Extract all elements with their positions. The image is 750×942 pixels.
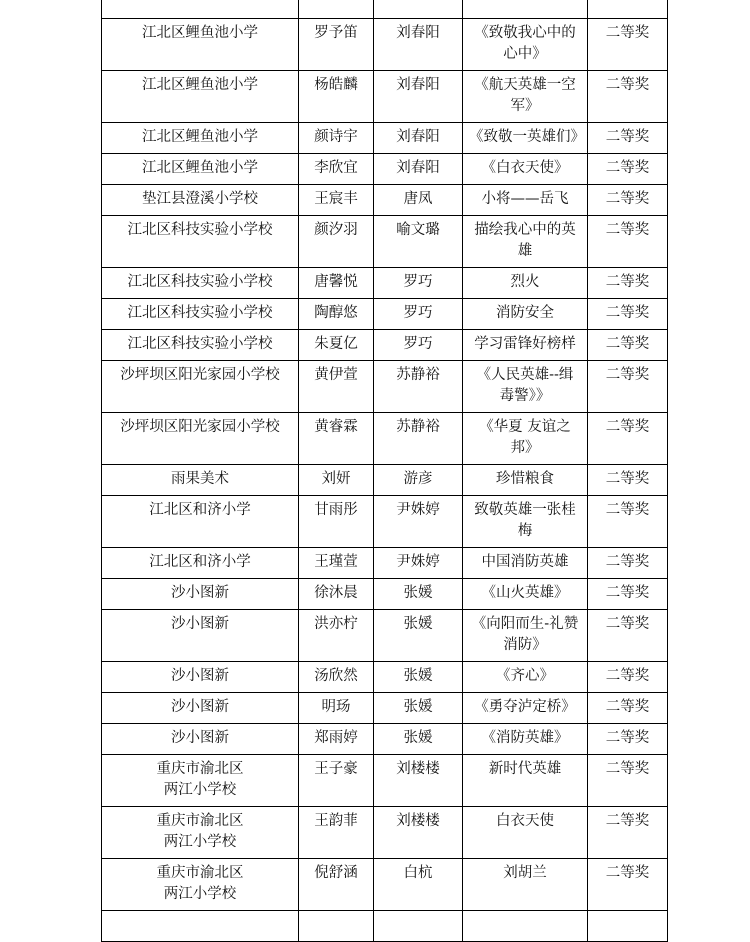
- cell-text-line: 沙小图新: [171, 699, 229, 715]
- cell-text-line: 明玚: [321, 699, 351, 715]
- student-cell: [299, 19, 374, 71]
- cell-text-line: 刘妍: [321, 471, 351, 487]
- student-cell: [299, 0, 374, 19]
- school-cell: [102, 465, 299, 496]
- cell-text-line: 邦》: [510, 440, 540, 456]
- student-cell: [299, 548, 374, 579]
- cell-text-line: 二等奖: [605, 160, 650, 176]
- cell-text-line: 二等奖: [605, 554, 650, 570]
- cell-text-line: 沙坪坝区阳光家园小学校: [120, 419, 280, 435]
- cell-text-line: 沙坪坝区阳光家园小学校: [120, 367, 280, 383]
- cell-text-line: 垫江县澄溪小学校: [142, 191, 258, 207]
- award-cell: [588, 724, 668, 755]
- table-row: [102, 755, 668, 807]
- cell-text-line: 徐沐晨: [314, 585, 358, 601]
- cell-text-line: 二等奖: [605, 699, 650, 715]
- cell-text-line: 二等奖: [605, 367, 650, 383]
- table-row: [102, 185, 668, 216]
- award-cell: [588, 755, 668, 807]
- table-row: [102, 123, 668, 154]
- cell-text-line: 汤欣然: [314, 668, 358, 684]
- school-cell: [102, 548, 299, 579]
- cell-text-line: 《齐心》: [496, 668, 554, 684]
- cell-text-line: 颜汐羽: [314, 222, 358, 238]
- cell-text-line: 梅: [517, 523, 533, 539]
- cell-text-line: [305, 0, 367, 13]
- student-cell: [299, 859, 374, 911]
- cell-text-line: 《山火英雄》: [481, 585, 569, 601]
- table-row: [102, 299, 668, 330]
- award-cell: [588, 216, 668, 268]
- cell-text-line: 江北区和济小学: [149, 554, 251, 570]
- cell-text-line: 《航天英雄一空: [474, 77, 576, 93]
- cell-text-line: 沙小图新: [171, 668, 229, 684]
- cell-text-line: 倪舒涵: [314, 865, 358, 881]
- award-list-page: [101, 0, 668, 942]
- table-row: [102, 268, 668, 299]
- table-row: [102, 154, 668, 185]
- award-cell: [588, 579, 668, 610]
- cell-text-line: 新时代英雄: [488, 761, 562, 777]
- work-title-cell: [463, 123, 588, 154]
- cell-text-line: 《致敬我心中的: [474, 25, 576, 41]
- table-row: [102, 693, 668, 724]
- school-cell: [102, 610, 299, 662]
- teacher-cell: [374, 496, 463, 548]
- school-cell: [102, 123, 299, 154]
- school-cell: [102, 299, 299, 330]
- cell-text-line: 描绘我心中的英: [474, 222, 576, 238]
- cell-text-line: 《勇夺泸定桥》: [474, 699, 576, 715]
- teacher-cell: [374, 579, 463, 610]
- cell-text-line: 江北区鲤鱼池小学: [142, 77, 258, 93]
- cell-text-line: 唐馨悦: [314, 274, 358, 290]
- award-cell: [588, 693, 668, 724]
- teacher-cell: [374, 268, 463, 299]
- work-title-cell: [463, 496, 588, 548]
- cell-text-line: 白杭: [403, 865, 433, 881]
- teacher-cell: [374, 662, 463, 693]
- student-cell: [299, 496, 374, 548]
- teacher-cell: [374, 19, 463, 71]
- teacher-cell: [374, 413, 463, 465]
- table-row: [102, 465, 668, 496]
- cell-text-line: 二等奖: [605, 585, 650, 601]
- work-title-cell: [463, 807, 588, 859]
- school-cell: [102, 911, 299, 942]
- student-cell: [299, 693, 374, 724]
- cell-text-line: 刘春阳: [396, 129, 440, 145]
- cell-text-line: 罗予笛: [314, 25, 358, 41]
- teacher-cell: [374, 807, 463, 859]
- cell-text-line: 朱夏亿: [314, 336, 358, 352]
- teacher-cell: [374, 71, 463, 123]
- cell-text-line: 游彦: [403, 471, 433, 487]
- cell-text-line: [594, 915, 661, 936]
- award-cell: [588, 299, 668, 330]
- cell-text-line: 《消防英雄》: [481, 730, 569, 746]
- table-row: [102, 610, 668, 662]
- cell-text-line: 刘春阳: [396, 77, 440, 93]
- cell-text-line: 江北区鲤鱼池小学: [142, 25, 258, 41]
- cell-text-line: [108, 0, 292, 13]
- work-title-cell: [463, 185, 588, 216]
- school-cell: [102, 755, 299, 807]
- cell-text-line: 《白衣天使》: [481, 160, 569, 176]
- cell-text-line: 学习雷锋好榜样: [474, 336, 576, 352]
- work-title-cell: [463, 361, 588, 413]
- award-cell: [588, 123, 668, 154]
- cell-text-line: 刘春阳: [396, 25, 440, 41]
- award-cell: [588, 496, 668, 548]
- table-row: [102, 579, 668, 610]
- cell-text-line: 张媛: [403, 668, 433, 684]
- cell-text-line: 《华夏 友谊之: [479, 419, 571, 435]
- table-row: [102, 413, 668, 465]
- cell-text-line: 二等奖: [605, 129, 650, 145]
- cell-text-line: 白衣天使: [496, 813, 554, 829]
- cell-text-line: [469, 915, 581, 936]
- cell-text-line: 军》: [510, 98, 540, 114]
- table-row: [102, 361, 668, 413]
- cell-text-line: 毒警》》: [499, 388, 551, 404]
- table-row: [102, 330, 668, 361]
- work-title-cell: [463, 465, 588, 496]
- cell-text-line: 消防》: [503, 637, 547, 653]
- cell-text-line: 二等奖: [605, 419, 650, 435]
- cell-text-line: 张媛: [403, 585, 433, 601]
- student-cell: [299, 71, 374, 123]
- award-cell: [588, 911, 668, 942]
- work-title-cell: [463, 693, 588, 724]
- award-cell: [588, 662, 668, 693]
- cell-text-line: 二等奖: [605, 77, 650, 93]
- award-cell: [588, 610, 668, 662]
- cell-text-line: 王宸丰: [314, 191, 358, 207]
- award-cell: [588, 0, 668, 19]
- cell-text-line: 张媛: [403, 730, 433, 746]
- cell-text-line: 两江小学校: [163, 886, 237, 902]
- cell-text-line: 两江小学校: [163, 834, 237, 850]
- cell-text-line: 杨皓麟: [314, 77, 358, 93]
- cell-text-line: 心中》: [503, 46, 547, 62]
- cell-text-line: 二等奖: [605, 668, 650, 684]
- work-title-cell: [463, 299, 588, 330]
- work-title-cell: [463, 268, 588, 299]
- table-row: [102, 807, 668, 859]
- cell-text-line: 刘楼楼: [396, 761, 440, 777]
- award-cell: [588, 330, 668, 361]
- work-title-cell: [463, 216, 588, 268]
- work-title-cell: [463, 548, 588, 579]
- cell-text-line: 尹姝婷: [396, 554, 440, 570]
- table-row: [102, 911, 668, 942]
- award-table: [101, 0, 668, 942]
- cell-text-line: 黄睿霖: [314, 419, 358, 435]
- award-cell: [588, 361, 668, 413]
- work-title-cell: [463, 662, 588, 693]
- cell-text-line: 消防安全: [496, 305, 554, 321]
- school-cell: [102, 361, 299, 413]
- cell-text-line: 王韵菲: [314, 813, 358, 829]
- cell-text-line: 二等奖: [605, 25, 650, 41]
- cell-text-line: 二等奖: [605, 730, 650, 746]
- teacher-cell: [374, 610, 463, 662]
- table-row: [102, 662, 668, 693]
- work-title-cell: [463, 911, 588, 942]
- teacher-cell: [374, 548, 463, 579]
- cell-text-line: 二等奖: [605, 274, 650, 290]
- award-cell: [588, 154, 668, 185]
- award-cell: [588, 859, 668, 911]
- work-title-cell: [463, 330, 588, 361]
- table-row: [102, 496, 668, 548]
- work-title-cell: [463, 154, 588, 185]
- cell-text-line: 甘雨彤: [314, 502, 358, 518]
- cell-text-line: 张媛: [403, 699, 433, 715]
- school-cell: [102, 662, 299, 693]
- cell-text-line: 刘胡兰: [503, 865, 547, 881]
- student-cell: [299, 330, 374, 361]
- cell-text-line: [380, 0, 456, 13]
- cell-text-line: 烈火: [510, 274, 540, 290]
- cell-text-line: 江北区科技实验小学校: [127, 305, 273, 321]
- cell-text-line: 洪亦柠: [314, 616, 358, 632]
- cell-text-line: 二等奖: [605, 222, 650, 238]
- teacher-cell: [374, 911, 463, 942]
- cell-text-line: 二等奖: [605, 305, 650, 321]
- cell-text-line: 陶醇悠: [314, 305, 358, 321]
- cell-text-line: 刘春阳: [396, 160, 440, 176]
- table-row: [102, 216, 668, 268]
- cell-text-line: 两江小学校: [163, 782, 237, 798]
- work-title-cell: [463, 71, 588, 123]
- student-cell: [299, 299, 374, 330]
- cell-text-line: 雄: [517, 243, 533, 259]
- cell-text-line: 二等奖: [605, 813, 650, 829]
- cell-text-line: 张媛: [403, 616, 433, 632]
- cell-text-line: 雨果美术: [171, 471, 229, 487]
- teacher-cell: [374, 724, 463, 755]
- work-title-cell: [463, 579, 588, 610]
- cell-text-line: 珍惜粮食: [496, 471, 554, 487]
- student-cell: [299, 755, 374, 807]
- cell-text-line: 沙小图新: [171, 730, 229, 746]
- teacher-cell: [374, 859, 463, 911]
- award-cell: [588, 548, 668, 579]
- cell-text-line: [469, 0, 581, 13]
- cell-text-line: 王瑾萱: [314, 554, 358, 570]
- school-cell: [102, 413, 299, 465]
- cell-text-line: 唐凤: [403, 191, 433, 207]
- school-cell: [102, 71, 299, 123]
- award-cell: [588, 413, 668, 465]
- teacher-cell: [374, 465, 463, 496]
- table-row: [102, 71, 668, 123]
- cell-text-line: 罗巧: [403, 305, 433, 321]
- cell-text-line: [594, 0, 661, 13]
- teacher-cell: [374, 330, 463, 361]
- award-cell: [588, 807, 668, 859]
- work-title-cell: [463, 19, 588, 71]
- school-cell: [102, 330, 299, 361]
- cell-text-line: 《向阳而生-礼赞: [471, 616, 579, 632]
- cell-text-line: 重庆市渝北区: [156, 865, 244, 881]
- school-cell: [102, 19, 299, 71]
- student-cell: [299, 579, 374, 610]
- cell-text-line: 二等奖: [605, 502, 650, 518]
- student-cell: [299, 724, 374, 755]
- work-title-cell: [463, 724, 588, 755]
- cell-text-line: 二等奖: [605, 616, 650, 632]
- award-cell: [588, 19, 668, 71]
- cell-text-line: 沙小图新: [171, 616, 229, 632]
- student-cell: [299, 185, 374, 216]
- cell-text-line: 李欣宜: [314, 160, 358, 176]
- cell-text-line: 江北区和济小学: [149, 502, 251, 518]
- award-cell: [588, 185, 668, 216]
- teacher-cell: [374, 154, 463, 185]
- cell-text-line: 二等奖: [605, 761, 650, 777]
- table-row: [102, 859, 668, 911]
- cell-text-line: 王子豪: [314, 761, 358, 777]
- cell-text-line: 沙小图新: [171, 585, 229, 601]
- cell-text-line: 重庆市渝北区: [156, 813, 244, 829]
- work-title-cell: [463, 859, 588, 911]
- award-cell: [588, 71, 668, 123]
- work-title-cell: [463, 755, 588, 807]
- teacher-cell: [374, 299, 463, 330]
- table-row: [102, 724, 668, 755]
- cell-text-line: 《致敬一英雄们》: [469, 129, 585, 145]
- cell-text-line: [380, 915, 456, 936]
- cell-text-line: 江北区科技实验小学校: [127, 336, 273, 352]
- cell-text-line: 罗巧: [403, 336, 433, 352]
- cell-text-line: 郑雨婷: [314, 730, 358, 746]
- school-cell: [102, 185, 299, 216]
- teacher-cell: [374, 693, 463, 724]
- teacher-cell: [374, 755, 463, 807]
- cell-text-line: 江北区鲤鱼池小学: [142, 160, 258, 176]
- school-cell: [102, 0, 299, 19]
- teacher-cell: [374, 216, 463, 268]
- cell-text-line: 江北区鲤鱼池小学: [142, 129, 258, 145]
- cell-text-line: 尹姝婷: [396, 502, 440, 518]
- award-table-body: [102, 0, 668, 942]
- student-cell: [299, 154, 374, 185]
- award-cell: [588, 465, 668, 496]
- cell-text-line: 《人民英雄--缉: [476, 367, 574, 383]
- cell-text-line: [305, 915, 367, 936]
- student-cell: [299, 610, 374, 662]
- table-row: [102, 548, 668, 579]
- award-cell: [588, 268, 668, 299]
- cell-text-line: 黄伊萱: [314, 367, 358, 383]
- cell-text-line: 二等奖: [605, 471, 650, 487]
- student-cell: [299, 662, 374, 693]
- school-cell: [102, 496, 299, 548]
- cell-text-line: 致敬英雄一张桂: [474, 502, 576, 518]
- teacher-cell: [374, 0, 463, 19]
- work-title-cell: [463, 413, 588, 465]
- cell-text-line: 重庆市渝北区: [156, 761, 244, 777]
- student-cell: [299, 268, 374, 299]
- work-title-cell: [463, 0, 588, 19]
- cell-text-line: 二等奖: [605, 865, 650, 881]
- cell-text-line: 小将——岳飞: [481, 191, 569, 207]
- work-title-cell: [463, 610, 588, 662]
- teacher-cell: [374, 185, 463, 216]
- cell-text-line: 苏静裕: [396, 367, 440, 383]
- cell-text-line: 中国消防英雄: [481, 554, 569, 570]
- cell-text-line: 苏静裕: [396, 419, 440, 435]
- cell-text-line: 喻文璐: [396, 222, 440, 238]
- student-cell: [299, 361, 374, 413]
- cell-text-line: [108, 915, 292, 936]
- student-cell: [299, 123, 374, 154]
- student-cell: [299, 413, 374, 465]
- table-row: [102, 0, 668, 19]
- teacher-cell: [374, 123, 463, 154]
- cell-text-line: 颜诗宇: [314, 129, 358, 145]
- cell-text-line: 二等奖: [605, 191, 650, 207]
- student-cell: [299, 465, 374, 496]
- cell-text-line: 刘楼楼: [396, 813, 440, 829]
- school-cell: [102, 579, 299, 610]
- school-cell: [102, 724, 299, 755]
- student-cell: [299, 807, 374, 859]
- cell-text-line: 江北区科技实验小学校: [127, 222, 273, 238]
- cell-text-line: 江北区科技实验小学校: [127, 274, 273, 290]
- school-cell: [102, 154, 299, 185]
- school-cell: [102, 216, 299, 268]
- cell-text-line: 二等奖: [605, 336, 650, 352]
- school-cell: [102, 859, 299, 911]
- school-cell: [102, 807, 299, 859]
- student-cell: [299, 216, 374, 268]
- teacher-cell: [374, 361, 463, 413]
- school-cell: [102, 268, 299, 299]
- school-cell: [102, 693, 299, 724]
- table-row: [102, 19, 668, 71]
- student-cell: [299, 911, 374, 942]
- cell-text-line: 罗巧: [403, 274, 433, 290]
